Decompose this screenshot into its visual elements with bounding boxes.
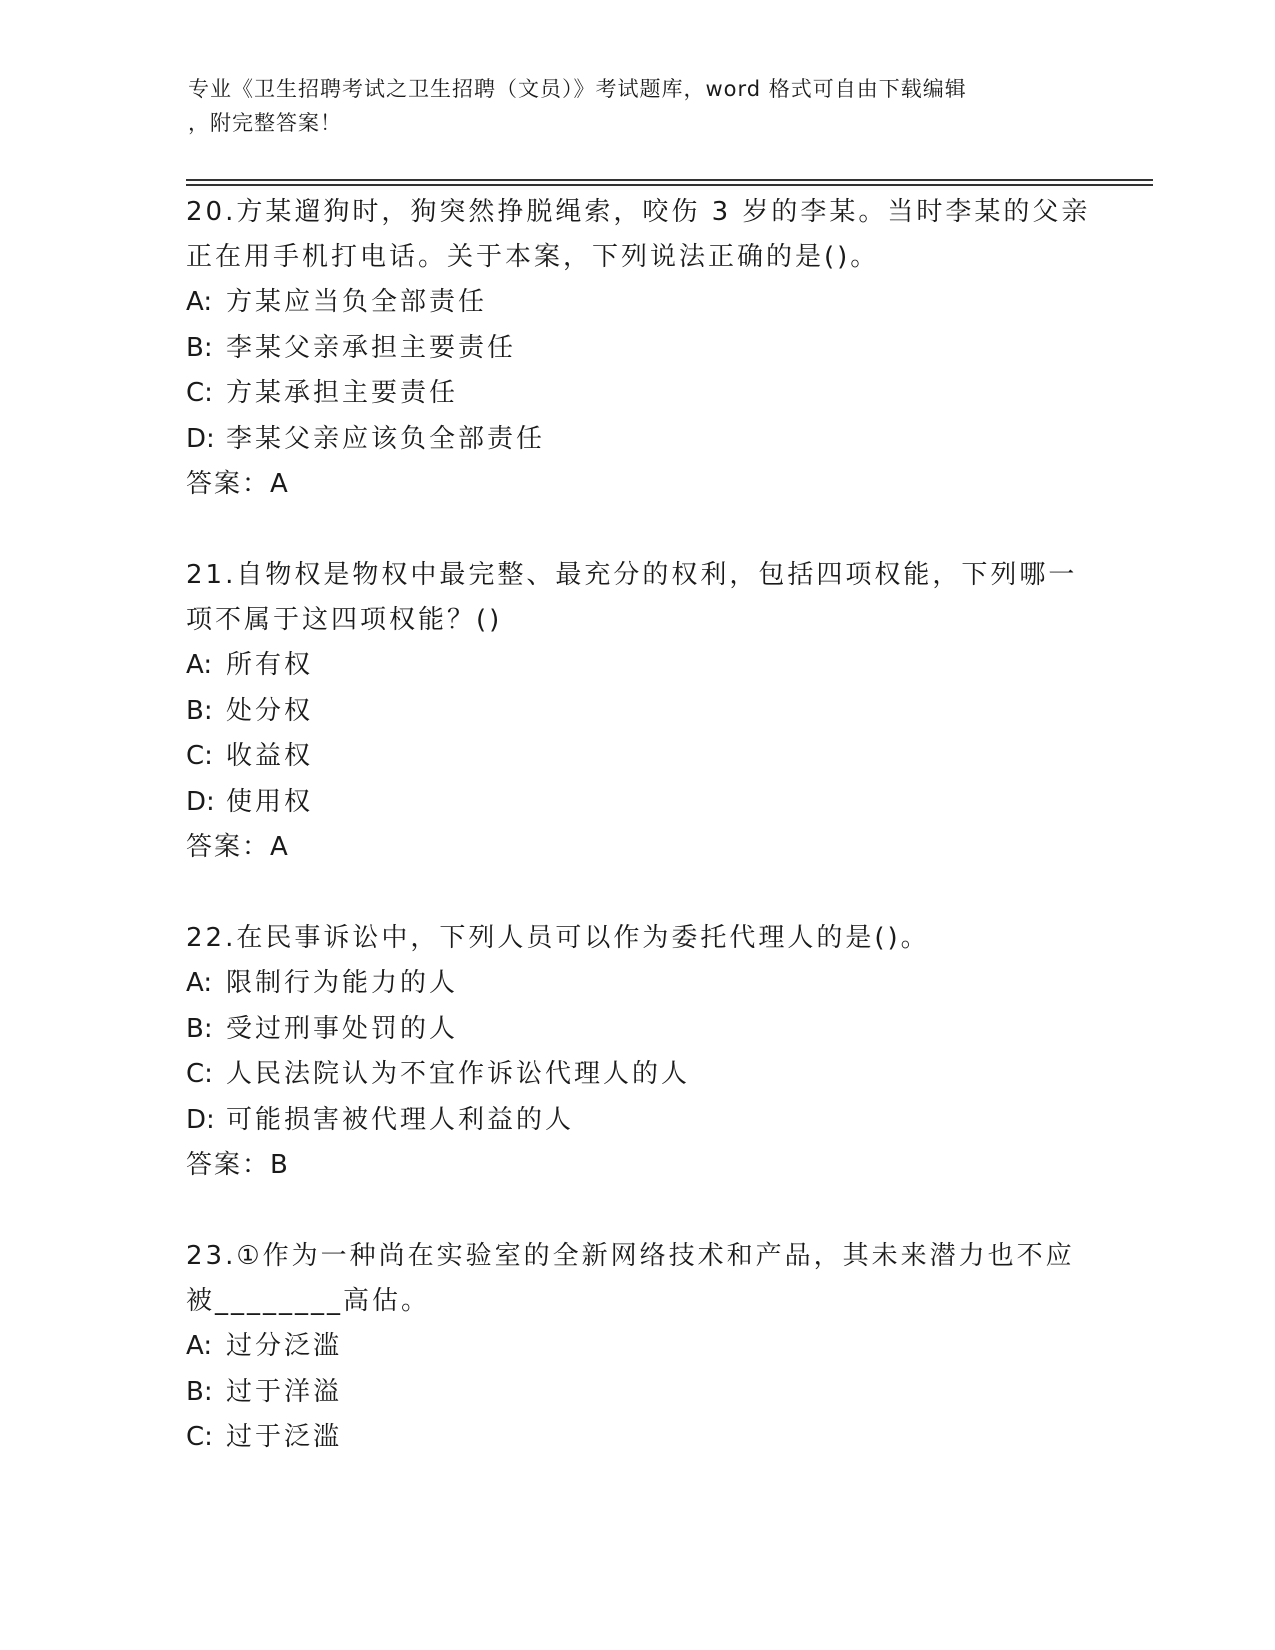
option-text: 方某应当负全部责任 — [226, 287, 488, 317]
option-letter: D: — [186, 786, 215, 817]
option-b — [186, 326, 1086, 372]
option-text: 限制行为能力的人 — [226, 968, 459, 998]
option-text: 受过刑事处罚的人 — [226, 1013, 459, 1044]
option-text: 处分权 — [226, 695, 314, 726]
question-21 — [186, 553, 1086, 870]
option-text: 李某父亲承担主要责任 — [226, 332, 517, 363]
option-b — [186, 1007, 1086, 1053]
option-text: 方某承担主要责任 — [226, 378, 459, 408]
option-letter: B: — [186, 695, 213, 726]
header-divider-top — [186, 179, 1153, 181]
question-title — [186, 1234, 1086, 1324]
option-a — [186, 643, 1086, 689]
option-letter: A: — [186, 1331, 213, 1361]
option-letter: A: — [186, 650, 213, 680]
option-text: 李某父亲应该负全部责任 — [226, 423, 546, 454]
question-spacer — [186, 507, 1086, 553]
question-22 — [186, 916, 1086, 1188]
question-list — [186, 190, 1091, 1461]
question-title-line: 22.在民事诉讼中，下列人员可以作为委托代理人的是()。 — [186, 923, 930, 953]
question-title-line: 正在用手机打电话。关于本案，下列说法正确的是()。 — [186, 242, 880, 272]
option-letter: C: — [186, 378, 213, 408]
option-text: 收益权 — [226, 741, 314, 771]
header-line-1: 专业《卫生招聘考试之卫生招聘（文员）》考试题库，word 格式可自由下载编辑 — [188, 77, 967, 101]
option-text: 过于洋溢 — [226, 1376, 343, 1407]
option-d — [186, 417, 1086, 463]
option-d — [186, 780, 1086, 826]
option-letter: A: — [186, 287, 213, 317]
question-title-line: 21.自物权是物权中最完整、最充分的权利，包括四项权能，下列哪一 — [186, 560, 1078, 590]
question-spacer — [186, 870, 1086, 916]
option-a — [186, 280, 1086, 326]
header-line-2: ，附完整答案！ — [188, 111, 342, 135]
option-letter: D: — [186, 423, 215, 454]
option-text: 使用权 — [226, 786, 314, 817]
question-23 — [186, 1234, 1086, 1461]
option-letter: D: — [186, 1104, 215, 1135]
option-b — [186, 1370, 1086, 1416]
question-title — [186, 190, 1091, 280]
question-spacer — [186, 1188, 1086, 1234]
question-title-line: 项不属于这四项权能？() — [186, 605, 503, 635]
question-title-line: 被________高估。 — [186, 1286, 431, 1316]
question-20 — [186, 190, 1091, 507]
option-c — [186, 371, 1086, 417]
option-letter: C: — [186, 1422, 213, 1452]
option-d — [186, 1098, 1086, 1144]
question-title — [186, 553, 1086, 643]
option-text: 过分泛滥 — [226, 1331, 343, 1361]
option-text: 过于泛滥 — [226, 1422, 343, 1452]
option-a — [186, 1324, 1086, 1370]
answer-line: 答案：A — [186, 832, 290, 862]
answer-line: 答案：A — [186, 469, 290, 499]
option-c — [186, 1415, 1086, 1461]
answer-line: 答案：B — [186, 1150, 290, 1180]
option-a — [186, 961, 1086, 1007]
question-title — [186, 916, 1086, 961]
option-letter: B: — [186, 1376, 213, 1407]
option-c — [186, 734, 1086, 780]
option-letter: A: — [186, 968, 213, 998]
question-title-line: 20.方某遛狗时，狗突然挣脱绳索，咬伤 3 岁的李某。当时李某的父亲 — [186, 197, 1091, 227]
option-b — [186, 689, 1086, 735]
option-letter: C: — [186, 741, 213, 771]
question-title-line: 23.①作为一种尚在实验室的全新网络技术和产品，其未来潜力也不应 — [186, 1241, 1075, 1271]
document-header — [188, 72, 1068, 140]
option-text: 所有权 — [226, 650, 314, 680]
option-c — [186, 1052, 1086, 1098]
option-text: 人民法院认为不宜作诉讼代理人的人 — [226, 1059, 691, 1089]
option-letter: C: — [186, 1059, 213, 1089]
option-letter: B: — [186, 1013, 213, 1044]
header-divider-bottom — [186, 184, 1153, 186]
option-text: 可能损害被代理人利益的人 — [226, 1104, 575, 1135]
option-letter: B: — [186, 332, 213, 363]
